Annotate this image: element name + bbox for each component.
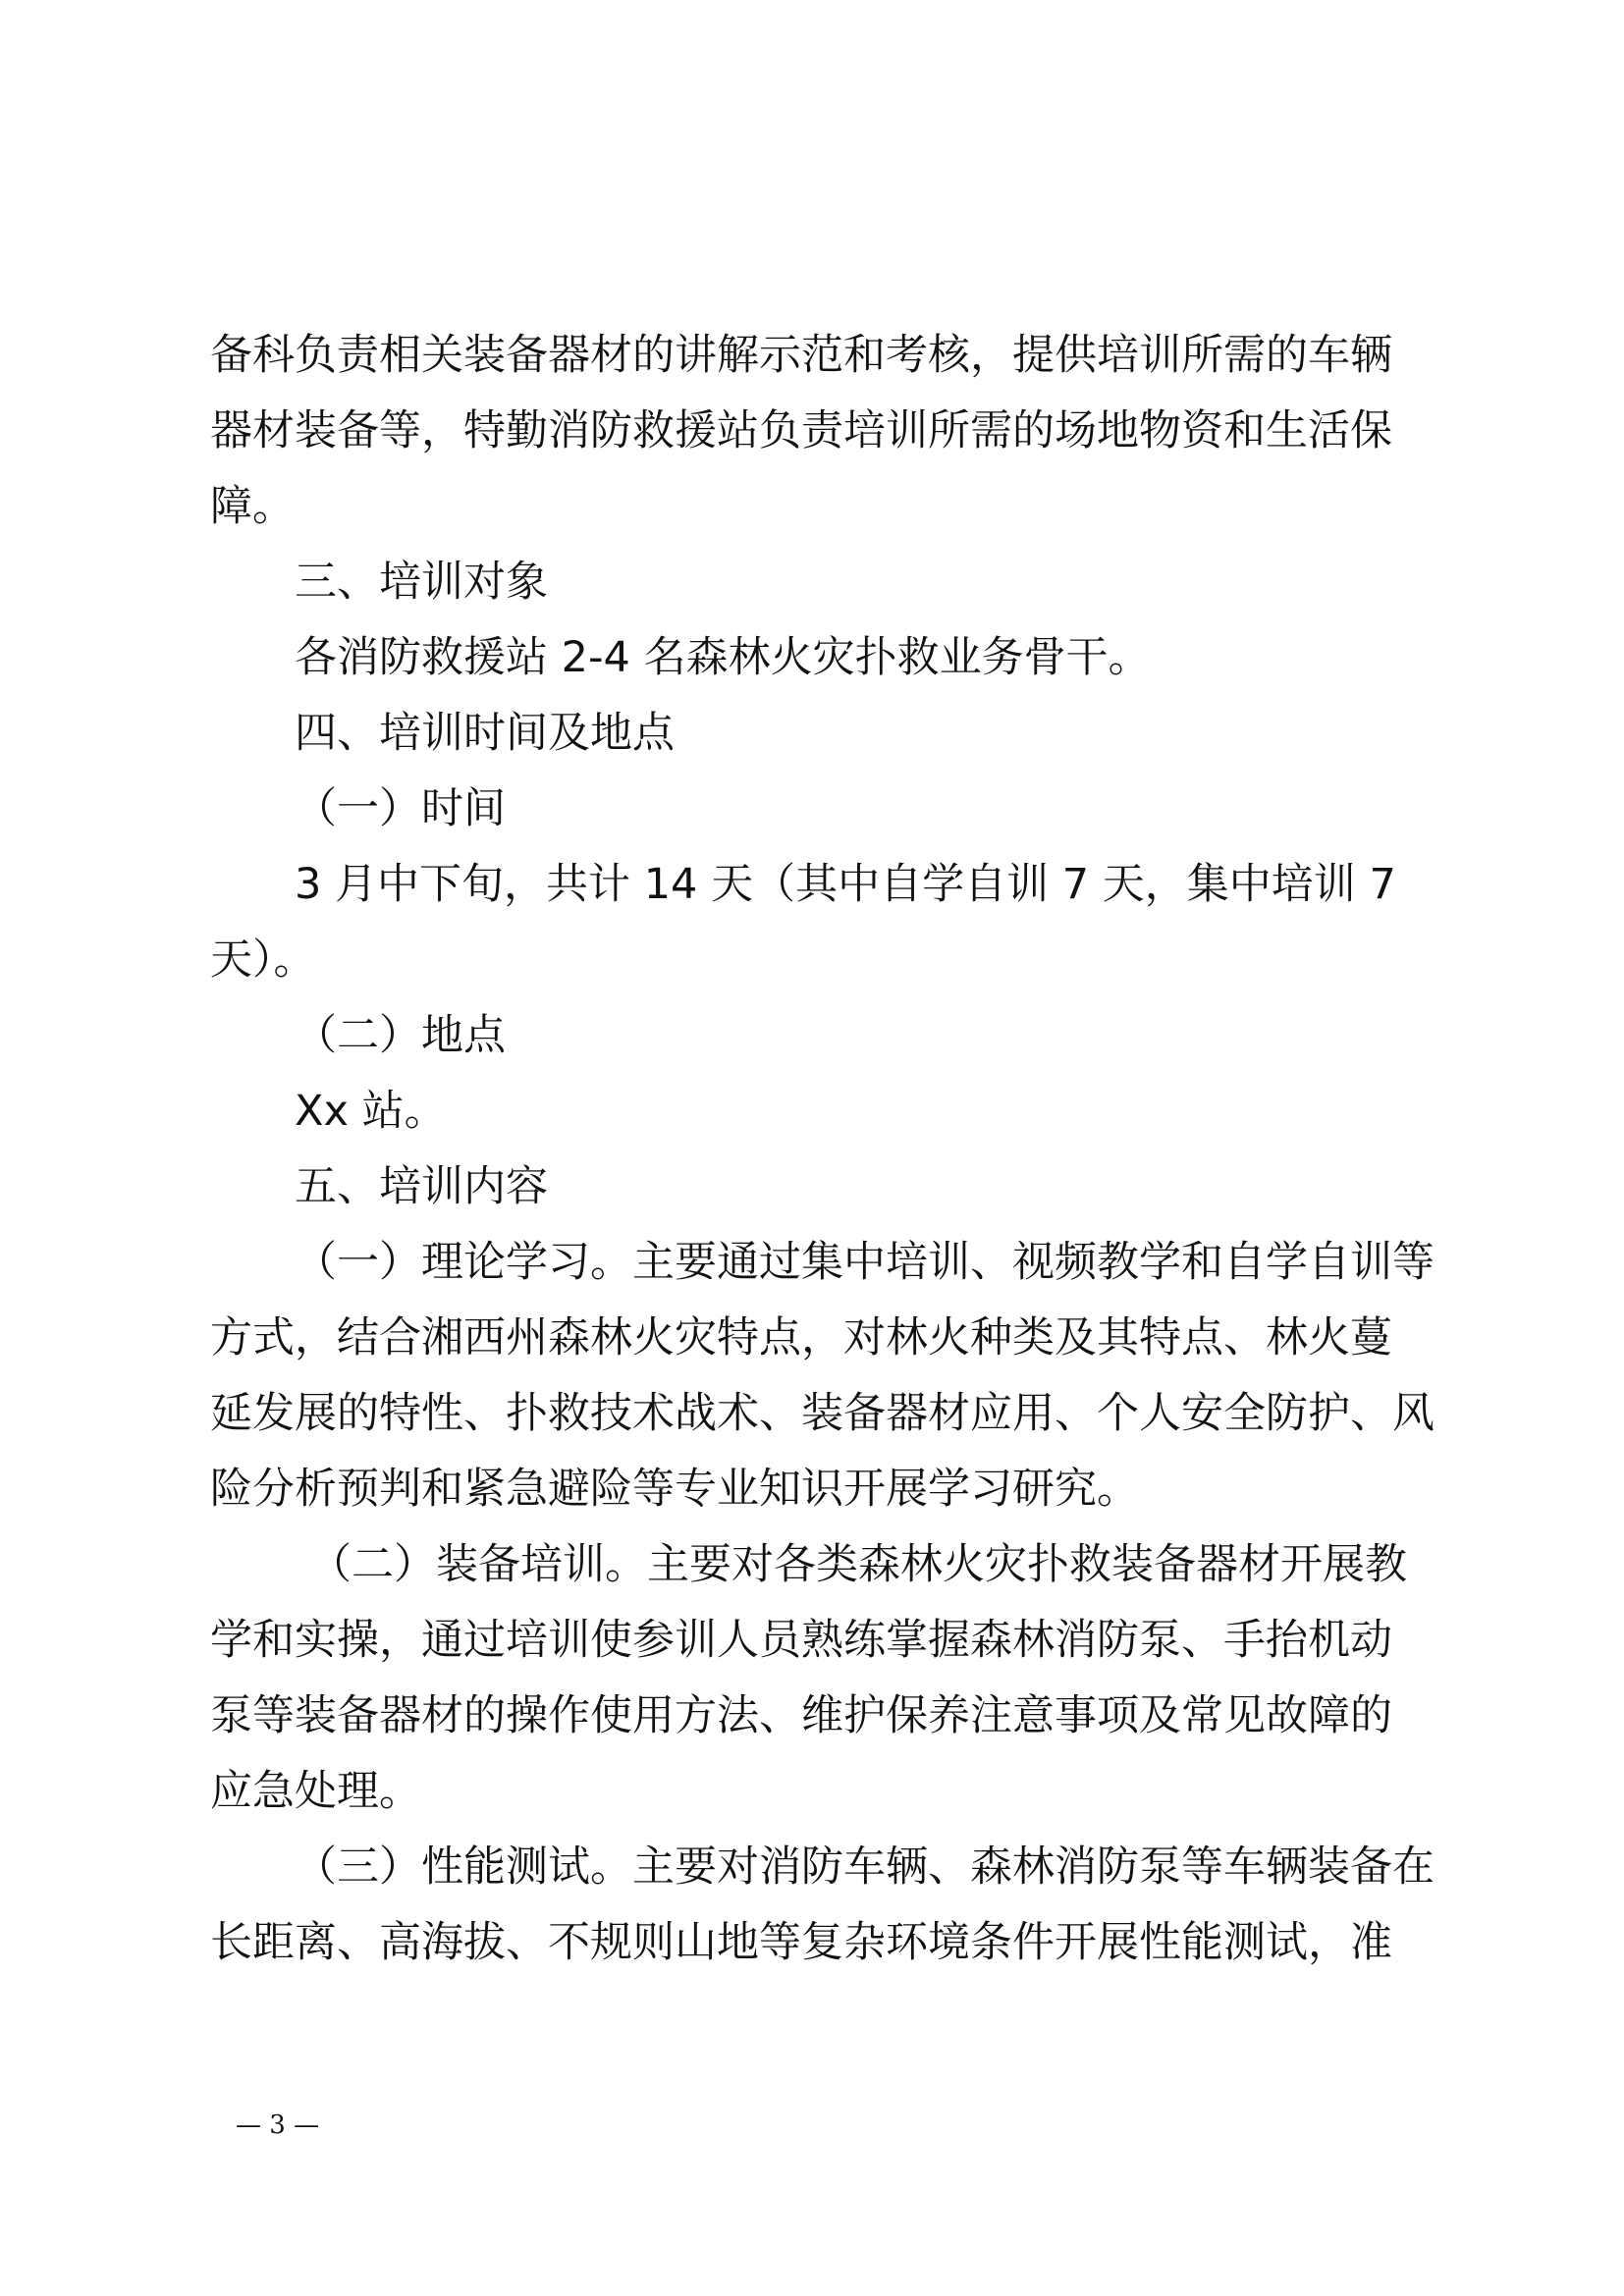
body-line-20: 应急处理。 — [210, 1767, 421, 1816]
body-line-19: 泵等装备器材的操作使用方法、维护保养注意事项及常见故障的 — [210, 1691, 1392, 1740]
body-line-17: （二）装备培训。主要对各类森林火灾扑救装备器材开展教 — [309, 1540, 1407, 1589]
body-line-5: 各消防救援站 2-4 名森林火灾扑救业务骨干。 — [295, 633, 1151, 682]
section-heading-3: 三、培训对象 — [295, 558, 548, 607]
body-line-21: （三）性能测试。主要对消防车辆、森林消防泵等车辆装备在 — [295, 1842, 1435, 1892]
subheading-time: （一）时间 — [295, 784, 506, 833]
body-line-9: 天）。 — [210, 935, 316, 985]
page-number: — 3 — — [236, 2110, 320, 2140]
body-line-8: 3 月中下旬，共计 14 天（其中自学自训 7 天，集中培训 7 — [295, 860, 1396, 909]
subheading-location: （二）地点 — [295, 1011, 506, 1060]
body-line-13: （一）理论学习。主要通过集中培训、视频教学和自学自训等 — [295, 1238, 1435, 1287]
section-heading-5: 五、培训内容 — [295, 1162, 548, 1211]
body-line-2: 器材装备等，特勤消防救援站负责培训所需的场地物资和生活保 — [210, 406, 1392, 455]
body-line-16: 险分析预判和紧急避险等专业知识开展学习研究。 — [210, 1465, 1139, 1514]
body-line-3: 障。 — [210, 482, 295, 531]
body-line-18: 学和实操，通过培训使参训人员熟练掌握森林消防泵、手抬机动 — [210, 1616, 1392, 1665]
body-line-14: 方式，结合湘西州森林火灾特点，对林火种类及其特点、林火蔓 — [210, 1313, 1392, 1362]
body-line-11: Xx 站。 — [295, 1087, 447, 1136]
body-line-1: 备科负责相关装备器材的讲解示范和考核，提供培训所需的车辆 — [210, 331, 1392, 380]
body-line-22: 长距离、高海拔、不规则山地等复杂环境条件开展性能测试，准 — [210, 1918, 1392, 1967]
body-line-15: 延发展的特性、扑救技术战术、装备器材应用、个人安全防护、风 — [210, 1389, 1435, 1438]
section-heading-4: 四、培训时间及地点 — [295, 709, 675, 758]
